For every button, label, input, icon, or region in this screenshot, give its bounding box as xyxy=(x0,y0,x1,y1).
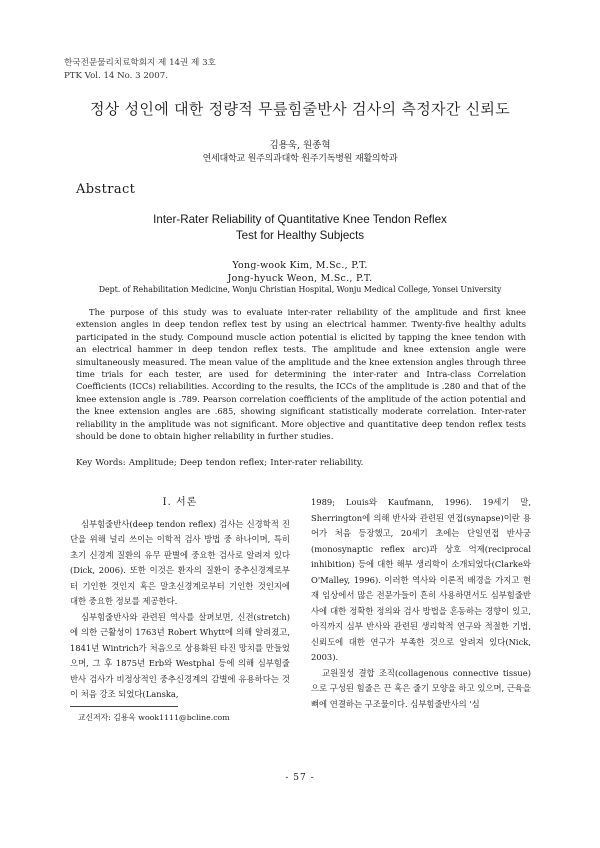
korean-authors: 김용욱, 원종혁 xyxy=(269,140,331,151)
section-heading: Ⅰ. 서론 xyxy=(162,497,198,508)
journal-volume-line: PTK Vol. 14 No. 3 2007. xyxy=(64,71,168,81)
author-1: Yong-wook Kim, M.Sc., P.T. xyxy=(232,260,368,271)
korean-affiliation: 연세대학교 원주의과대학 원주기독병원 재활의학과 xyxy=(202,154,398,164)
left-column xyxy=(70,495,290,703)
abstract-body: The purpose of this study was to evaluate inter-rater reliability of the amplitude and first knee extension angles in deep tendon reflex test by using an electrical hammer. Twenty-five healthy adults participated in the study. Compound muscle action potential is elicited by tapping the knee tendon with an electrical hammer in deep tendon reflex tests. The amplitude and knee extension angle were simultaneously measured. The mean value of the amplitude and the knee extension angles through three time trials for each tester, are used for determining the inter-rater and Intra-class Correlation Coefficients (ICCs) reliabilities. According to the results, the ICCs of the amplitude is .280 and that of the knee extension angle is .789. Pearson correlation coefficients of the amplitude of the action potential and the knee extension angles are .685, showing significant statistically moderate correlation. Inter-rater reliability in the amplitude was not significant. More objective and quantitative deep tendon reflex tests should be done to obtain higher reliability in further studies. xyxy=(76,307,526,442)
page-number: - 57 - xyxy=(285,773,315,783)
english-authors xyxy=(0,260,600,285)
english-title-line-2: Test for Healthy Subjects xyxy=(235,228,365,242)
abstract-heading: Abstract xyxy=(76,182,136,197)
intro-paragraph-2: 심부힘줄반사와 관련된 역사를 살펴보면, 신전(stretch)에 의한 근활성이 1763년 Robert Whytt에 의해 알려졌고, 1841년 Wintrich가 처음으로 상용화된 타진 망치를 만들었으며, 그 후 1875년 Erb와 Westphal 등에 의해 심부힘줄반사 검사가 비정상적인 중추신경계의 감별에 유용하다는 것이 처음 강조 되었다(Lanska, xyxy=(70,611,290,699)
journal-korean-line: 한국전문물리치료학회지 제 14권 제 3호 xyxy=(64,58,216,68)
english-affiliation: Dept. of Rehabilitation Medicine, Wonju Christian Hospital, Wonju Medical College, Yonsei University xyxy=(98,285,502,294)
english-title xyxy=(0,212,600,243)
keywords: Key Words: Amplitude; Deep tendon reflex; Inter-rater reliability. xyxy=(76,458,364,468)
english-title-line-1: Inter-Rater Reliability of Quantitative Knee Tendon Reflex xyxy=(153,213,447,226)
korean-title: 정상 성인에 대한 정량적 무릎힘줄반사 검사의 측정자간 신뢰도 xyxy=(89,100,511,118)
corresponding-author-footnote: 교신저자: 김용욱 wook1111@bcline.com xyxy=(78,713,230,722)
journal-header xyxy=(64,57,216,83)
intro-paragraph-1: 심부힘줄반사(deep tendon reflex) 검사는 신경학적 진단을 위해 널리 쓰이는 이학적 검사 방법 중 하나이며, 특히 초기 신경계 질환의 유무 판별에 중요한 검사로 알려져 있다(Dick, 2006). 또한 이것은 환자의 질환이 중추신경계로부터 기인한 것인지 혹은 말초신경계로부터 기인한 것인지에 대한 중요한 정보를 제공한다. xyxy=(70,518,290,606)
footnote-divider xyxy=(70,706,178,707)
intro-paragraph-2-continued: 1989; Louis와 Kaufmann, 1996). 19세기 말, Sherrington에 의해 반사와 관련된 연접(synapse)이란 용어가 처음 등장했고, 20세기 초에는 단일연접 반사궁(monosynaptic reflex arc)과 상호 억제(reciprocal inhibition) 등에 대한 해부 생리학이 소개되었다(Clarke와 O'Malley, 1996). 이러한 역사와 이론적 배경을 가지고 현재 임상에서 많은 전문가들이 흔히 사용하면서도 심부힘줄반사에 대한 정확한 정의와 검사 방법을 혼동하는 경향이 있고, 아직까지 심부 반사와 관련된 생리학적 연구와 적절한 기법, 신뢰도에 대한 연구가 부족한 것으로 알려져 있다(Nick, 2003). xyxy=(311,497,531,662)
right-column xyxy=(311,495,531,712)
author-2: Jong-hyuck Weon, M.Sc., P.T. xyxy=(227,272,373,284)
intro-paragraph-3: 교원질성 결합 조직(collagenous connective tissue)으로 구성된 힘줄은 끈 혹은 줄기 모양을 하고 있으며, 근육을 뼈에 연결하는 구조물이다. 심부힘줄반사의 '심 xyxy=(311,667,531,709)
